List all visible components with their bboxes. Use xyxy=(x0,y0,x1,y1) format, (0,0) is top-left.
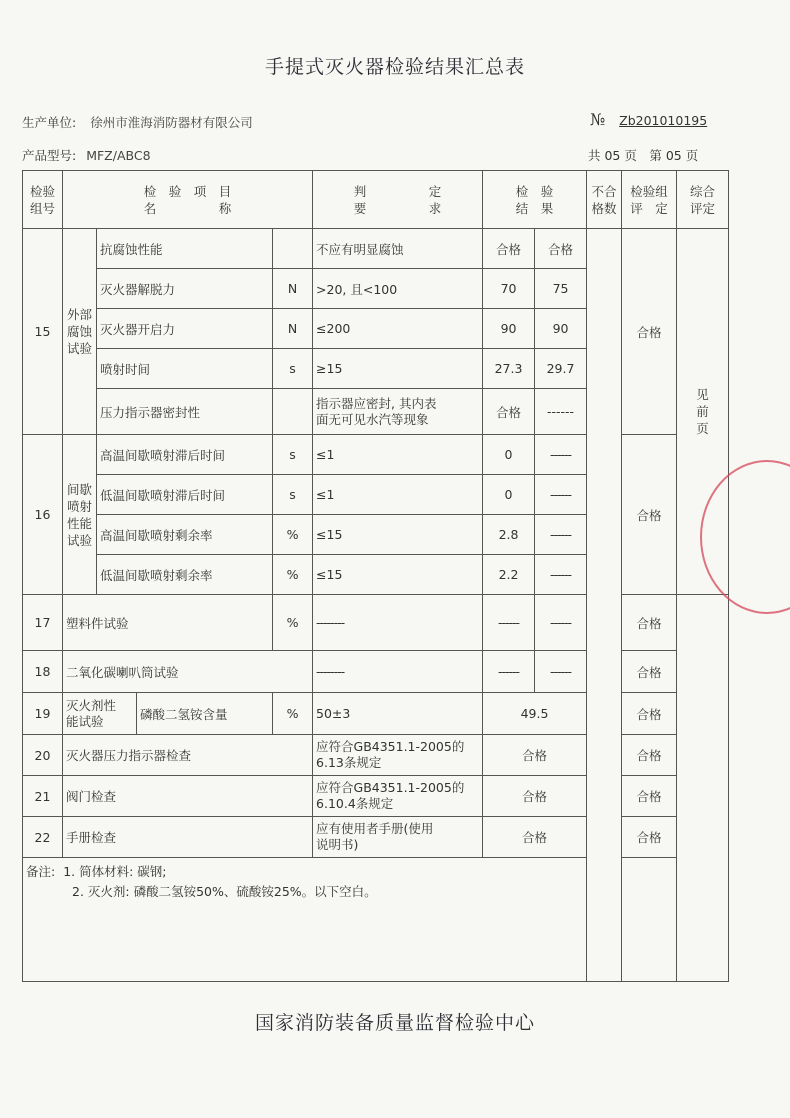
item-name: 灭火器开启力 xyxy=(97,309,273,349)
producer-label: 生产单位: xyxy=(22,115,77,130)
result-1: 合格 xyxy=(483,229,535,269)
item-unit: N xyxy=(273,269,313,309)
group-eval: 合格 xyxy=(622,595,677,651)
requirement: 应符合GB4351.1-2005的 6.10.4条规定 xyxy=(313,776,483,817)
header-row xyxy=(23,171,729,229)
result: 49.5 xyxy=(483,693,587,735)
item-unit: s xyxy=(273,349,313,389)
result-2: 75 xyxy=(535,269,587,309)
producer-line xyxy=(22,113,253,131)
group-number: 22 xyxy=(23,817,63,858)
item-unit: % xyxy=(273,555,313,595)
remarks-row xyxy=(23,858,729,982)
table-row xyxy=(23,229,729,269)
issuing-organization: 国家消防装备质量监督检验中心 xyxy=(254,1012,535,1034)
report-number xyxy=(590,110,707,129)
requirement: 应有使用者手册(使用 说明书) xyxy=(313,817,483,858)
group-eval: 合格 xyxy=(622,817,677,858)
remarks-item-2: 2. 灭火剂: 磷酸二氢铵50%、硫酸铵25%。以下空白。 xyxy=(72,884,377,899)
number-symbol: № xyxy=(590,110,606,129)
item-unit: % xyxy=(273,595,313,651)
group-number: 21 xyxy=(23,776,63,817)
requirement: ≤200 xyxy=(313,309,483,349)
group-eval: 合格 xyxy=(622,735,677,776)
result-1: 0 xyxy=(483,435,535,475)
item-unit: % xyxy=(273,693,313,735)
requirement: 不应有明显腐蚀 xyxy=(313,229,483,269)
item-name: 灭火器解脱力 xyxy=(97,269,273,309)
item-name: 抗腐蚀性能 xyxy=(97,229,273,269)
group-eval: 合格 xyxy=(622,651,677,693)
item-name: 二氧化碳喇叭筒试验 xyxy=(63,651,313,693)
group-number: 16 xyxy=(23,435,63,595)
requirement: -------- xyxy=(313,651,483,693)
header-group-no: 检验 组号 xyxy=(23,171,63,229)
item-name: 低温间歇喷射滞后时间 xyxy=(97,475,273,515)
requirement: -------- xyxy=(313,595,483,651)
group-number: 15 xyxy=(23,229,63,435)
report-number-value: Zb201010195 xyxy=(619,113,708,128)
result-1: 2.2 xyxy=(483,555,535,595)
group-eval: 合格 xyxy=(622,776,677,817)
item-unit xyxy=(273,389,313,435)
result-1: 0 xyxy=(483,475,535,515)
requirement: ≥15 xyxy=(313,349,483,389)
result-1: 90 xyxy=(483,309,535,349)
group-eval: 合格 xyxy=(622,229,677,435)
result-1: ------ xyxy=(483,651,535,693)
result-2: ------ xyxy=(535,475,587,515)
item-name: 低温间歇喷射剩余率 xyxy=(97,555,273,595)
header-result: 检 验 结 果 xyxy=(483,171,587,229)
group-name: 外部 腐蚀 试验 xyxy=(63,229,97,435)
result: 合格 xyxy=(483,735,587,776)
result-1: 合格 xyxy=(483,389,535,435)
header-group-eval: 检验组 评 定 xyxy=(622,171,677,229)
requirement: ≤15 xyxy=(313,515,483,555)
result-2: 合格 xyxy=(535,229,587,269)
item-name: 压力指示器密封性 xyxy=(97,389,273,435)
remarks-label: 备注: xyxy=(26,864,56,879)
table-row xyxy=(23,817,729,858)
group-number: 19 xyxy=(23,693,63,735)
result: 合格 xyxy=(483,776,587,817)
result-2: 29.7 xyxy=(535,349,587,389)
item-name: 高温间歇喷射滞后时间 xyxy=(97,435,273,475)
group-name: 间歇 喷射 性能 试验 xyxy=(63,435,97,595)
item-name: 塑料件试验 xyxy=(63,595,273,651)
results-table xyxy=(22,170,729,982)
header-overall-eval: 综合 评定 xyxy=(677,171,729,229)
result-1: 2.8 xyxy=(483,515,535,555)
result-2: ------ xyxy=(535,515,587,555)
result: 合格 xyxy=(483,817,587,858)
model-value: MFZ/ABC8 xyxy=(86,148,151,163)
result-2: 90 xyxy=(535,309,587,349)
item-unit: s xyxy=(273,435,313,475)
result-2: ------ xyxy=(535,651,587,693)
model-label: 产品型号: xyxy=(22,148,77,163)
group-eval: 合格 xyxy=(622,435,677,595)
overall-eval: 见 前 页 xyxy=(677,229,729,595)
result-2: ------ xyxy=(535,389,587,435)
requirement: 应符合GB4351.1-2005的 6.13条规定 xyxy=(313,735,483,776)
table-row xyxy=(23,651,729,693)
table-row xyxy=(23,595,729,651)
result-2: ------ xyxy=(535,595,587,651)
header-fail-count: 不合 格数 xyxy=(587,171,622,229)
item-unit xyxy=(273,229,313,269)
remarks xyxy=(23,858,729,982)
header-item-name: 检 验 项 目 名 称 xyxy=(63,171,313,229)
requirement: ≤1 xyxy=(313,435,483,475)
document-title: 手提式灭火器检验结果汇总表 xyxy=(264,56,525,78)
item-name: 高温间歇喷射剩余率 xyxy=(97,515,273,555)
requirement: ≤15 xyxy=(313,555,483,595)
result-1: 27.3 xyxy=(483,349,535,389)
group-name: 灭火剂性 能试验 xyxy=(63,693,137,735)
table-row xyxy=(23,693,729,735)
producer-value: 徐州市淮海消防器材有限公司 xyxy=(90,115,253,130)
item-name: 喷射时间 xyxy=(97,349,273,389)
group-number: 17 xyxy=(23,595,63,651)
header-requirement: 判 定 要 求 xyxy=(313,171,483,229)
item-name: 磷酸二氢铵含量 xyxy=(137,693,273,735)
item-name: 灭火器压力指示器检查 xyxy=(63,735,313,776)
result-2: ------ xyxy=(535,435,587,475)
table-row xyxy=(23,776,729,817)
item-unit: N xyxy=(273,309,313,349)
group-number: 18 xyxy=(23,651,63,693)
requirement: 指示器应密封, 其内表 面无可见水汽等现象 xyxy=(313,389,483,435)
page-count: 共 05 页 第 05 页 xyxy=(588,148,699,163)
requirement: ≤1 xyxy=(313,475,483,515)
result-1: ------ xyxy=(483,595,535,651)
requirement: 50±3 xyxy=(313,693,483,735)
item-unit: s xyxy=(273,475,313,515)
group-eval: 合格 xyxy=(622,693,677,735)
table-row xyxy=(23,435,729,475)
model-line xyxy=(22,146,151,164)
result-1: 70 xyxy=(483,269,535,309)
group-number: 20 xyxy=(23,735,63,776)
item-name: 阀门检查 xyxy=(63,776,313,817)
remarks-item-1: 1. 简体材料: 碳钢; xyxy=(63,864,167,879)
result-2: ------ xyxy=(535,555,587,595)
item-name: 手册检查 xyxy=(63,817,313,858)
requirement: >20, 且<100 xyxy=(313,269,483,309)
item-unit: % xyxy=(273,515,313,555)
table-row xyxy=(23,735,729,776)
